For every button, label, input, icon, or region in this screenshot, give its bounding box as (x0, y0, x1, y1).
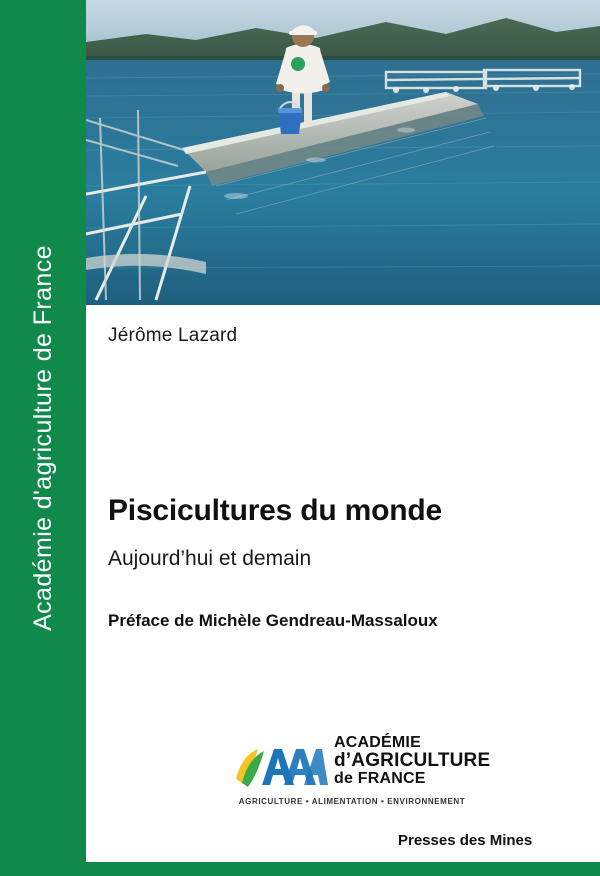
logo-line-1: ACADÉMIE (334, 734, 421, 751)
book-title: Piscicultures du monde (108, 494, 443, 527)
logo-line-2: d’AGRICULTURE (334, 750, 491, 772)
cover-photo (86, 0, 600, 305)
book-subtitle: Aujourd’hui et demain (108, 547, 312, 570)
bottom-green-bar (0, 862, 600, 876)
academy-logo-wordmark (334, 734, 491, 787)
spine-band (0, 0, 86, 876)
preface-credit: Préface de Michèle Gendreau-Massaloux (108, 611, 438, 630)
academy-logo (232, 734, 491, 813)
aaf-logo-icon (232, 739, 328, 791)
author-name: Jérôme Lazard (108, 325, 238, 346)
logo-tagline: AGRICULTURE • ALIMENTATION • ENVIRONNEMENT (238, 797, 466, 806)
spine-title: Académie d'agriculture de France (28, 245, 57, 631)
publisher-name: Presses des Mines (398, 832, 533, 849)
logo-line-3: de FRANCE (334, 769, 426, 787)
